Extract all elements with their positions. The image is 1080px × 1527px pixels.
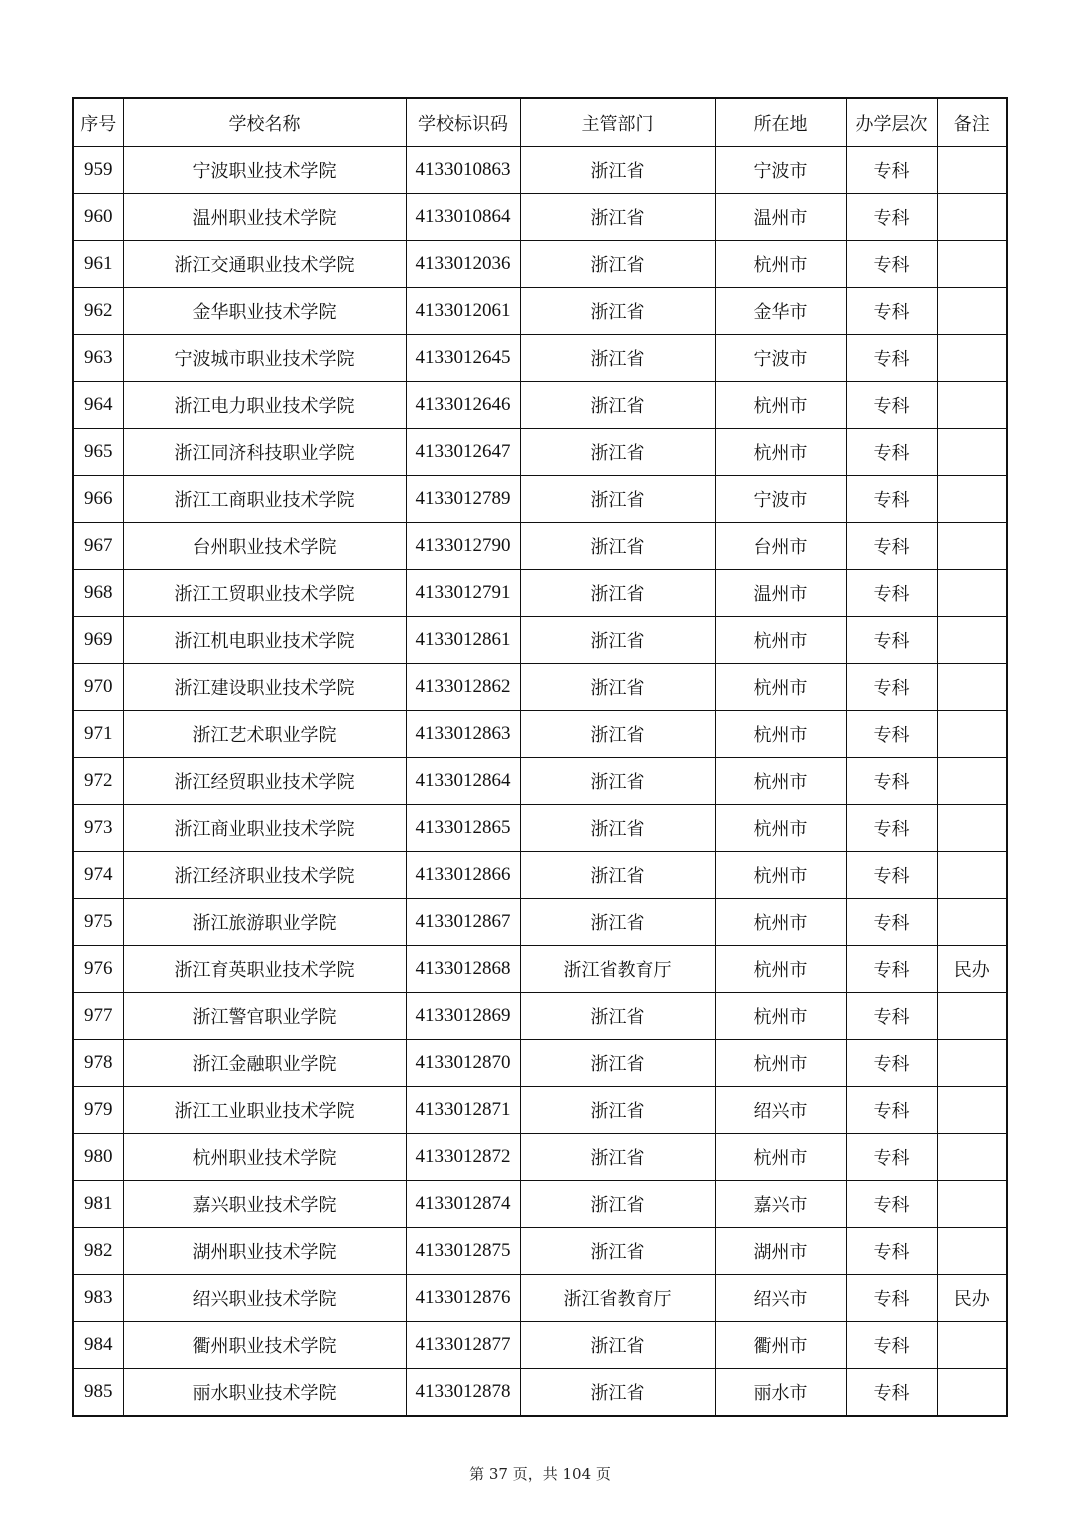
cell-location: 杭州市 [715,899,846,946]
cell-remarks [937,241,1007,288]
cell-level: 专科 [846,852,937,899]
cell-school-code: 4133012867 [406,899,520,946]
cell-remarks [937,758,1007,805]
cell-location: 绍兴市 [715,1087,846,1134]
cell-department: 浙江省 [520,852,715,899]
cell-department: 浙江省教育厅 [520,1275,715,1322]
cell-level: 专科 [846,711,937,758]
cell-index: 982 [73,1228,123,1275]
cell-school-name: 丽水职业技术学院 [123,1369,406,1416]
cell-location: 宁波市 [715,476,846,523]
cell-department: 浙江省教育厅 [520,946,715,993]
cell-level: 专科 [846,1322,937,1369]
cell-school-code: 4133012868 [406,946,520,993]
cell-level: 专科 [846,1040,937,1087]
cell-department: 浙江省 [520,1087,715,1134]
cell-location: 杭州市 [715,805,846,852]
cell-school-code: 4133012869 [406,993,520,1040]
cell-remarks: 民办 [937,1275,1007,1322]
cell-level: 专科 [846,1087,937,1134]
cell-remarks [937,993,1007,1040]
cell-remarks [937,147,1007,194]
table-row [73,241,1007,288]
cell-school-code: 4133012865 [406,805,520,852]
cell-school-name: 杭州职业技术学院 [123,1134,406,1181]
cell-department: 浙江省 [520,1369,715,1416]
cell-location: 绍兴市 [715,1275,846,1322]
table-row [73,899,1007,946]
cell-remarks [937,1134,1007,1181]
cell-school-code: 4133012877 [406,1322,520,1369]
cell-level: 专科 [846,241,937,288]
cell-remarks [937,711,1007,758]
cell-location: 杭州市 [715,617,846,664]
cell-remarks [937,852,1007,899]
table-row [73,946,1007,993]
cell-location: 杭州市 [715,1040,846,1087]
header-index: 序号 [73,98,123,147]
cell-level: 专科 [846,1181,937,1228]
cell-department: 浙江省 [520,335,715,382]
table-row [73,570,1007,617]
cell-location: 嘉兴市 [715,1181,846,1228]
table-row [73,476,1007,523]
cell-index: 976 [73,946,123,993]
cell-location: 杭州市 [715,664,846,711]
cell-school-name: 浙江金融职业学院 [123,1040,406,1087]
cell-index: 971 [73,711,123,758]
cell-index: 959 [73,147,123,194]
cell-school-name: 浙江艺术职业学院 [123,711,406,758]
cell-department: 浙江省 [520,1322,715,1369]
cell-school-name: 嘉兴职业技术学院 [123,1181,406,1228]
cell-index: 967 [73,523,123,570]
cell-school-code: 4133010864 [406,194,520,241]
cell-department: 浙江省 [520,382,715,429]
table-row [73,1275,1007,1322]
table-row [73,711,1007,758]
cell-index: 960 [73,194,123,241]
table-row [73,1369,1007,1416]
cell-level: 专科 [846,570,937,617]
cell-location: 杭州市 [715,946,846,993]
cell-school-name: 台州职业技术学院 [123,523,406,570]
table-row [73,1087,1007,1134]
cell-location: 杭州市 [715,1134,846,1181]
cell-school-code: 4133012863 [406,711,520,758]
cell-remarks [937,805,1007,852]
table-row [73,1040,1007,1087]
cell-location: 杭州市 [715,993,846,1040]
table-row [73,852,1007,899]
cell-school-name: 浙江机电职业技术学院 [123,617,406,664]
header-remarks: 备注 [937,98,1007,147]
table-row [73,1181,1007,1228]
cell-school-code: 4133012790 [406,523,520,570]
header-school-code: 学校标识码 [406,98,520,147]
cell-index: 980 [73,1134,123,1181]
cell-school-name: 浙江商业职业技术学院 [123,805,406,852]
cell-remarks [937,1040,1007,1087]
cell-school-name: 宁波职业技术学院 [123,147,406,194]
cell-school-code: 4133010863 [406,147,520,194]
table-row [73,1134,1007,1181]
cell-department: 浙江省 [520,1134,715,1181]
cell-department: 浙江省 [520,429,715,476]
cell-school-name: 浙江工业职业技术学院 [123,1087,406,1134]
cell-remarks [937,899,1007,946]
cell-level: 专科 [846,429,937,476]
cell-department: 浙江省 [520,523,715,570]
cell-department: 浙江省 [520,1228,715,1275]
table-row [73,335,1007,382]
cell-level: 专科 [846,147,937,194]
cell-school-code: 4133012871 [406,1087,520,1134]
table-row [73,805,1007,852]
table-row [73,147,1007,194]
cell-location: 杭州市 [715,711,846,758]
cell-location: 金华市 [715,288,846,335]
cell-location: 丽水市 [715,1369,846,1416]
cell-location: 杭州市 [715,241,846,288]
cell-school-code: 4133012864 [406,758,520,805]
cell-index: 965 [73,429,123,476]
table-row [73,382,1007,429]
header-location: 所在地 [715,98,846,147]
cell-school-code: 4133012791 [406,570,520,617]
cell-index: 977 [73,993,123,1040]
cell-location: 杭州市 [715,382,846,429]
cell-level: 专科 [846,758,937,805]
table-row [73,1322,1007,1369]
cell-index: 985 [73,1369,123,1416]
cell-level: 专科 [846,1275,937,1322]
cell-remarks [937,1369,1007,1416]
cell-index: 981 [73,1181,123,1228]
cell-index: 973 [73,805,123,852]
cell-level: 专科 [846,476,937,523]
cell-department: 浙江省 [520,570,715,617]
cell-level: 专科 [846,288,937,335]
cell-index: 983 [73,1275,123,1322]
cell-school-code: 4133012061 [406,288,520,335]
cell-remarks [937,570,1007,617]
cell-level: 专科 [846,1369,937,1416]
cell-department: 浙江省 [520,476,715,523]
cell-department: 浙江省 [520,993,715,1040]
cell-school-code: 4133012872 [406,1134,520,1181]
cell-school-name: 金华职业技术学院 [123,288,406,335]
cell-location: 温州市 [715,194,846,241]
cell-index: 964 [73,382,123,429]
cell-school-code: 4133012866 [406,852,520,899]
cell-remarks [937,664,1007,711]
cell-department: 浙江省 [520,194,715,241]
table-row [73,194,1007,241]
cell-department: 浙江省 [520,899,715,946]
cell-location: 杭州市 [715,758,846,805]
cell-school-code: 4133012876 [406,1275,520,1322]
cell-school-code: 4133012645 [406,335,520,382]
cell-remarks [937,194,1007,241]
cell-index: 974 [73,852,123,899]
cell-remarks [937,1322,1007,1369]
cell-school-name: 浙江警官职业学院 [123,993,406,1040]
cell-school-name: 宁波城市职业技术学院 [123,335,406,382]
cell-school-name: 浙江交通职业技术学院 [123,241,406,288]
cell-remarks [937,1228,1007,1275]
table-row [73,523,1007,570]
cell-school-name: 浙江同济科技职业学院 [123,429,406,476]
cell-department: 浙江省 [520,664,715,711]
cell-school-code: 4133012878 [406,1369,520,1416]
cell-remarks [937,476,1007,523]
cell-school-name: 浙江经济职业技术学院 [123,852,406,899]
cell-department: 浙江省 [520,758,715,805]
cell-remarks [937,288,1007,335]
cell-remarks [937,617,1007,664]
table-row [73,617,1007,664]
cell-level: 专科 [846,993,937,1040]
cell-location: 杭州市 [715,852,846,899]
table-row [73,429,1007,476]
cell-location: 衢州市 [715,1322,846,1369]
cell-location: 宁波市 [715,335,846,382]
cell-remarks [937,1087,1007,1134]
cell-school-code: 4133012875 [406,1228,520,1275]
cell-index: 966 [73,476,123,523]
cell-location: 宁波市 [715,147,846,194]
cell-department: 浙江省 [520,241,715,288]
table-header-row [73,98,1007,147]
cell-index: 961 [73,241,123,288]
school-list-table [72,97,1008,1417]
cell-remarks [937,382,1007,429]
cell-remarks [937,1181,1007,1228]
cell-index: 968 [73,570,123,617]
cell-school-code: 4133012874 [406,1181,520,1228]
cell-school-code: 4133012647 [406,429,520,476]
cell-level: 专科 [846,523,937,570]
cell-school-code: 4133012036 [406,241,520,288]
table-row [73,664,1007,711]
table-row [73,758,1007,805]
cell-level: 专科 [846,805,937,852]
cell-school-name: 温州职业技术学院 [123,194,406,241]
cell-index: 975 [73,899,123,946]
cell-department: 浙江省 [520,805,715,852]
cell-school-name: 浙江经贸职业技术学院 [123,758,406,805]
header-school-name: 学校名称 [123,98,406,147]
cell-department: 浙江省 [520,1181,715,1228]
header-department: 主管部门 [520,98,715,147]
table-row [73,1228,1007,1275]
cell-department: 浙江省 [520,1040,715,1087]
cell-department: 浙江省 [520,617,715,664]
cell-location: 杭州市 [715,429,846,476]
cell-index: 969 [73,617,123,664]
table-body [73,147,1007,1416]
cell-level: 专科 [846,1134,937,1181]
cell-department: 浙江省 [520,711,715,758]
cell-remarks [937,429,1007,476]
cell-level: 专科 [846,194,937,241]
cell-department: 浙江省 [520,288,715,335]
cell-school-code: 4133012862 [406,664,520,711]
cell-school-name: 衢州职业技术学院 [123,1322,406,1369]
cell-index: 972 [73,758,123,805]
table-row [73,993,1007,1040]
cell-school-code: 4133012861 [406,617,520,664]
cell-index: 979 [73,1087,123,1134]
cell-index: 962 [73,288,123,335]
cell-school-name: 浙江旅游职业学院 [123,899,406,946]
cell-level: 专科 [846,899,937,946]
cell-school-code: 4133012870 [406,1040,520,1087]
cell-location: 台州市 [715,523,846,570]
cell-school-name: 湖州职业技术学院 [123,1228,406,1275]
cell-location: 湖州市 [715,1228,846,1275]
header-level: 办学层次 [846,98,937,147]
cell-index: 978 [73,1040,123,1087]
cell-department: 浙江省 [520,147,715,194]
cell-level: 专科 [846,1228,937,1275]
cell-index: 970 [73,664,123,711]
cell-school-name: 浙江电力职业技术学院 [123,382,406,429]
table-row [73,288,1007,335]
cell-level: 专科 [846,617,937,664]
cell-remarks: 民办 [937,946,1007,993]
cell-remarks [937,523,1007,570]
cell-location: 温州市 [715,570,846,617]
page-footer: 第 37 页，共 104 页 [469,1465,611,1483]
cell-remarks [937,335,1007,382]
cell-school-name: 浙江工贸职业技术学院 [123,570,406,617]
cell-school-code: 4133012789 [406,476,520,523]
cell-level: 专科 [846,946,937,993]
cell-school-name: 浙江工商职业技术学院 [123,476,406,523]
cell-school-name: 浙江育英职业技术学院 [123,946,406,993]
cell-school-code: 4133012646 [406,382,520,429]
cell-level: 专科 [846,335,937,382]
cell-index: 984 [73,1322,123,1369]
cell-school-name: 绍兴职业技术学院 [123,1275,406,1322]
cell-level: 专科 [846,382,937,429]
cell-school-name: 浙江建设职业技术学院 [123,664,406,711]
cell-index: 963 [73,335,123,382]
cell-level: 专科 [846,664,937,711]
